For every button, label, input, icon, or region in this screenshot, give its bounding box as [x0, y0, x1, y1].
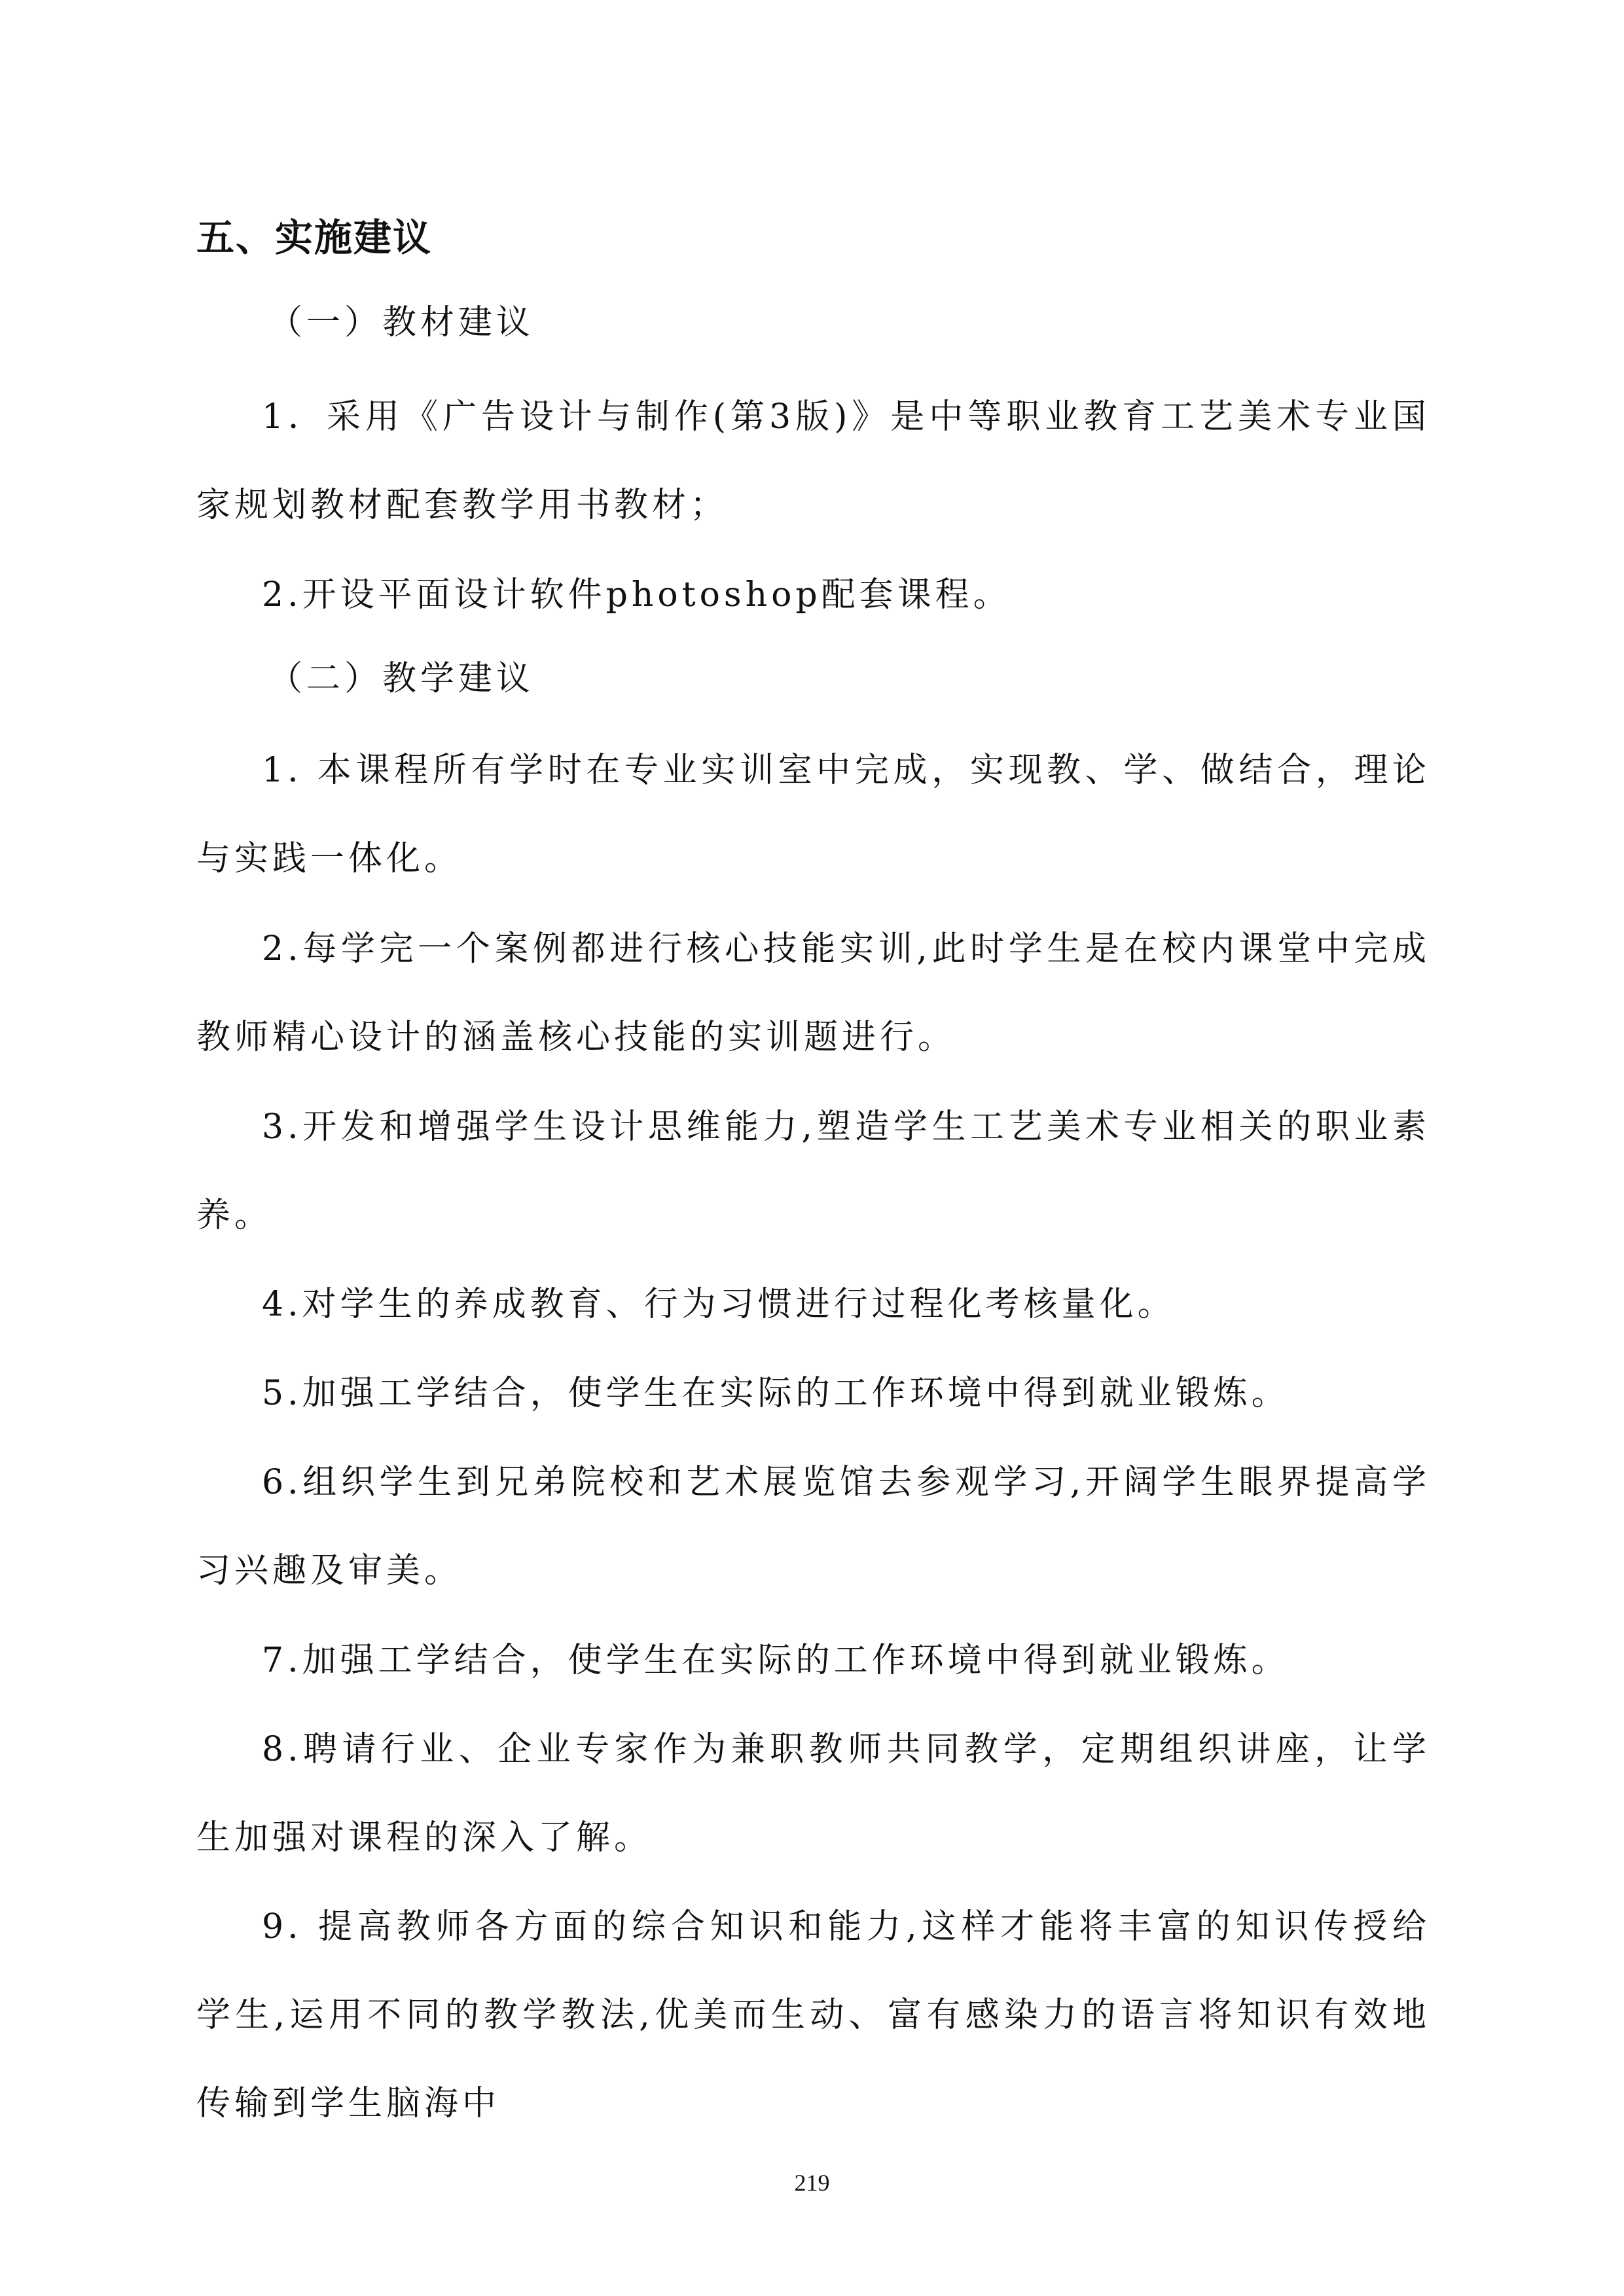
teaching-item-2: 2.每学完一个案例都进行核心技能实训,此时学生是在校内课堂中完成教师精心设计的涵盖核心技能的实训题进行。	[196, 929, 1430, 1057]
teaching-item-4: 4.对学生的养成教育、行为习惯进行过程化考核量化。	[262, 1285, 1176, 1324]
teaching-item-1: 1. 本课程所有学时在专业实训室中完成，实现教、学、做结合，理论与实践一体化。	[196, 751, 1430, 878]
textbook-item-2: 2.开设平面设计软件photoshop配套课程。	[262, 575, 1011, 615]
page-number: 219	[794, 2170, 830, 2196]
section-title: 五、实施建议	[196, 215, 433, 260]
teaching-item-5: 5.加强工学结合，使学生在实际的工作环境中得到就业锻炼。	[262, 1374, 1290, 1413]
teaching-item-3: 3.开发和增强学生设计思维能力,塑造学生工艺美术专业相关的职业素养。	[196, 1107, 1430, 1235]
teaching-item-6: 6.组织学生到兄弟院校和艺术展览馆去参观学习,开阔学生眼界提高学习兴趣及审美。	[196, 1463, 1430, 1590]
subsection-heading-teaching: （二）教学建议	[268, 659, 535, 698]
textbook-item-1: 1．采用《广告设计与制作(第3版)》是中等职业教育工艺美术专业国家规划教材配套教学用书教材；	[196, 397, 1430, 525]
teaching-item-8: 8.聘请行业、企业专家作为兼职教师共同教学，定期组织讲座，让学生加强对课程的深入了解。	[196, 1730, 1430, 1857]
subsection-heading-textbook: （一）教材建议	[268, 303, 535, 342]
teaching-item-7: 7.加强工学结合，使学生在实际的工作环境中得到就业锻炼。	[262, 1641, 1290, 1680]
teaching-item-9: 9. 提高教师各方面的综合知识和能力,这样才能将丰富的知识传授给学生,运用不同的教学教法,优美而生动、富有感染力的语言将知识有效地传输到学生脑海中	[196, 1907, 1430, 2123]
